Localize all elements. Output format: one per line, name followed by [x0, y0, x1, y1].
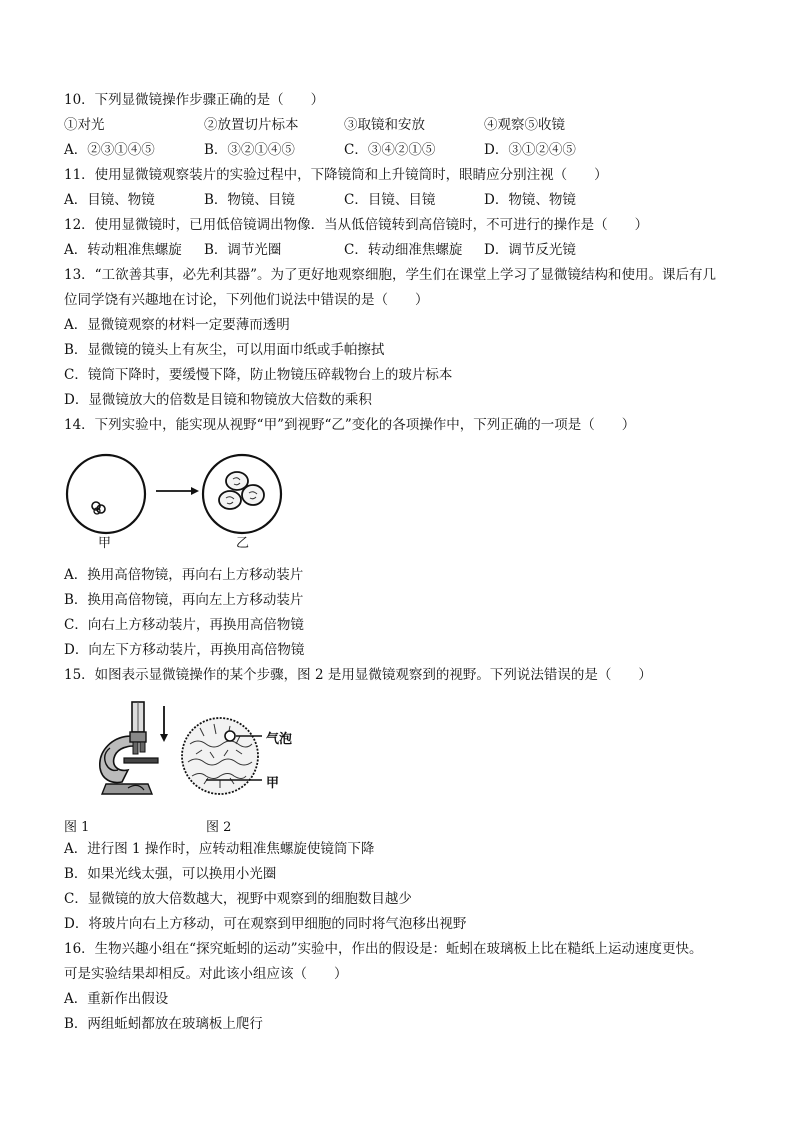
q13-option-d: D．显微镜放大的倍数是目镜和物镜放大倍数的乘积: [64, 392, 372, 408]
field-jia-small-cells: [92, 502, 105, 514]
q10-step-2: ②放置切片标本: [204, 117, 299, 133]
field-jia-circle: [67, 455, 145, 533]
q10-option-c: C．③④②①⑤: [344, 142, 436, 158]
field-yi-large-cells: [219, 472, 264, 509]
q14-stem: 14．下列实验中，能实现从视野“甲”到视野“乙”变化的各项操作中，下列正确的一项是（ ）: [64, 417, 636, 433]
q13-option-b: B．显微镜的镜头上有灰尘，可以用面巾纸或手帕擦拭: [64, 342, 385, 358]
q10-step-3: ③取镜和安放: [344, 117, 425, 133]
q10-step-1: ①对光: [64, 117, 105, 133]
q15-figure2-field: [180, 714, 300, 798]
q16-option-a: A．重新作出假设: [64, 991, 169, 1007]
q12-option-a: A．转动粗准焦螺旋: [64, 242, 182, 258]
q11-option-d: D．物镜、物镜: [484, 192, 576, 208]
q14-option-b: B．换用高倍物镜，再向左上方移动装片: [64, 592, 304, 608]
q10-step-4: ④观察⑤收镜: [484, 117, 565, 133]
q16-stem-line1: 16．生物兴趣小组在“探究蚯蚓的运动”实验中，作出的假设是：蚯蚓在玻璃板上比在糙纸上运动速度更快。: [64, 941, 703, 957]
q10-option-a: A．②③①④⑤: [64, 142, 155, 158]
q13-option-c: C．镜筒下降时，要缓慢下降，防止物镜压碎载物台上的玻片标本: [64, 367, 453, 383]
q15-option-a: A．进行图 1 操作时，应转动粗准焦螺旋使镜筒下降: [64, 841, 375, 857]
q10-option-b: B．③②①④⑤: [204, 142, 295, 158]
q14-option-a: A．换用高倍物镜，再向右上方移动装片: [64, 567, 304, 583]
q16-stem-line2: 可是实验结果却相反。对此该小组应该（ ）: [64, 966, 348, 982]
q11-option-c: C．目镜、目镜: [344, 192, 436, 208]
q14-option-d: D．向左下方移动装片，再换用高倍物镜: [64, 642, 305, 658]
q14-label-yi: 乙: [236, 536, 250, 551]
q10-steps: [64, 116, 744, 134]
q15-figure1-label: 图 1: [64, 820, 90, 835]
q15-jia-label: 甲: [266, 776, 280, 791]
q12-option-d: D．调节反光镜: [484, 242, 576, 258]
q13-option-a: A．显微镜观察的材料一定要薄而透明: [64, 317, 290, 333]
down-arrow-icon: [160, 706, 168, 742]
q14-option-c: C．向右上方移动装片，再换用高倍物镜: [64, 617, 304, 633]
q10-options: [64, 141, 744, 159]
q12-option-b: B．调节光圈: [204, 242, 282, 258]
q15-option-b: B．如果光线太强，可以换用小光圈: [64, 866, 277, 882]
q11-option-b: B．物镜、目镜: [204, 192, 295, 208]
q11-options: [64, 191, 744, 209]
q11-option-a: A．目镜、物镜: [64, 192, 155, 208]
q12-option-c: C．转动细准焦螺旋: [344, 242, 463, 258]
q15-figure2-label: 图 2: [206, 820, 232, 835]
q12-stem: 12．使用显微镜时，已用低倍镜调出物像．当从低倍镜转到高倍镜时，不可进行的操作是（ ）: [64, 217, 649, 233]
q10-option-d: D．③①②④⑤: [484, 142, 576, 158]
q14-label-jia: 甲: [98, 536, 112, 551]
q13-stem-line2: 位同学饶有兴趣地在讨论，下列他们说法中错误的是（ ）: [64, 292, 429, 308]
q10-stem: 10．下列显微镜操作步骤正确的是（ ）: [64, 92, 325, 108]
q12-options: [64, 241, 744, 259]
q15-bubble-label: 气泡: [266, 732, 293, 747]
q15-option-d: D．将玻片向右上方移动，可在观察到甲细胞的同时将气泡移出视野: [64, 916, 467, 932]
q11-stem: 11．使用显微镜观察装片的实验过程中，下降镜筒和上升镜筒时，眼睛应分别注视（ ）: [64, 167, 608, 183]
right-arrow-icon: [156, 487, 199, 495]
q15-stem: 15．如图表示显微镜操作的某个步骤，图 2 是用显微镜观察到的视野。下列说法错误的是（ ）: [64, 667, 652, 683]
q15-option-c: C．显微镜的放大倍数越大，视野中观察到的细胞数目越少: [64, 891, 412, 907]
q16-option-b: B．两组蚯蚓都放在玻璃板上爬行: [64, 1016, 263, 1032]
q13-stem-line1: 13．“工欲善其事，必先利其器”。为了更好地观察细胞，学生们在课堂上学习了显微镜结构和使用。课后有几: [64, 267, 716, 283]
